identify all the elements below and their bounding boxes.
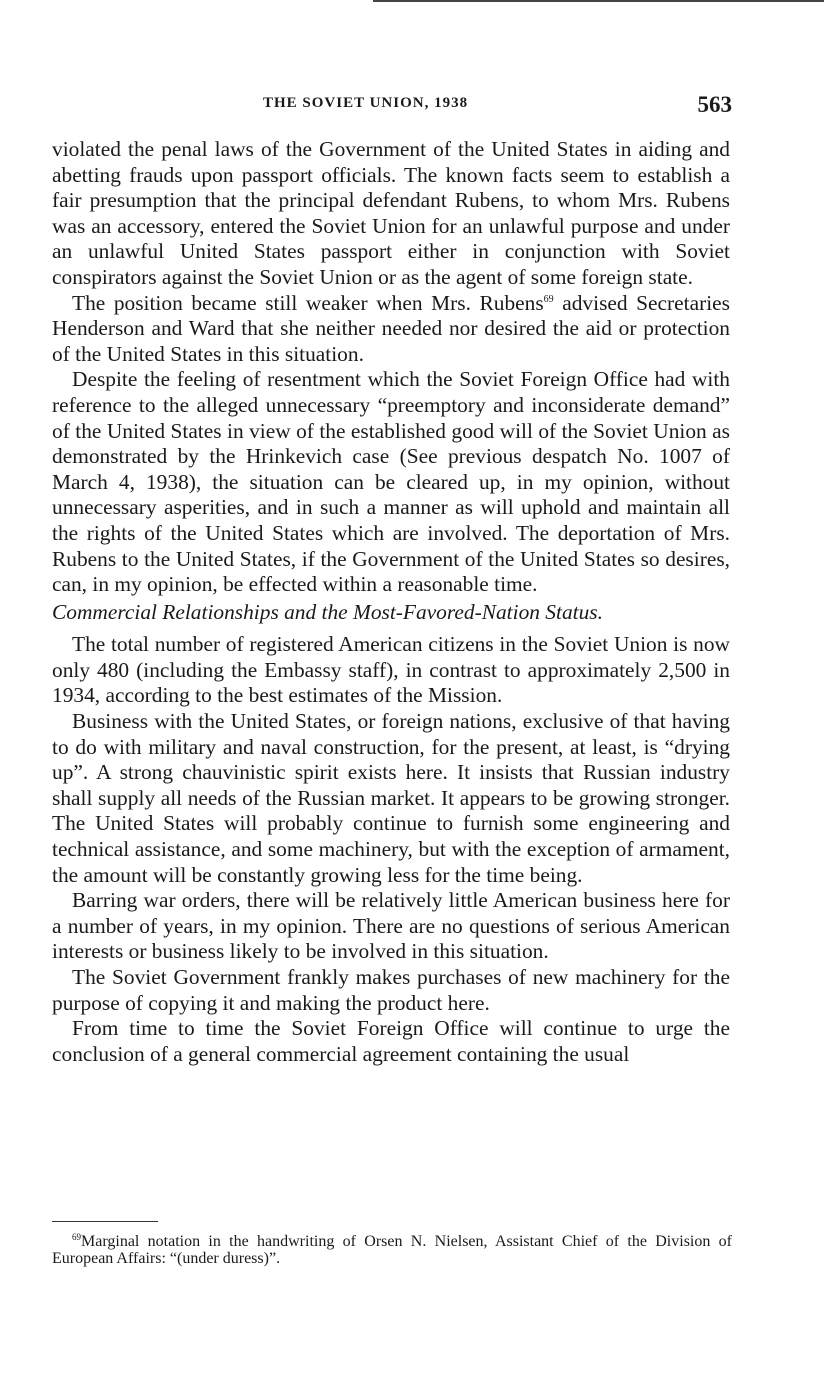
body-text (52, 137, 730, 1067)
paragraph-rubens-position (52, 291, 730, 368)
top-edge-rule (373, 0, 824, 2)
paragraph-citizens: The total number of registered American citizens in the Soviet Union is now only 480 (including the Embassy staff), in contrast to approximately 2,500 in 1934, according to the best estimates of the Mission. (52, 632, 730, 708)
footnote-marker: 69 (72, 1232, 81, 1242)
paragraph-machinery: The Soviet Government frankly makes purchases of new machinery for the purpose of copying it and making the product here. (52, 965, 730, 1015)
footnote (52, 1233, 732, 1267)
footnote-rule (52, 1221, 158, 1222)
paragraph-resentment: Despite the feeling of resentment which the Soviet Foreign Office had with reference to the alleged unnecessary “preemptory and inconsiderate demand” of the United States in view of the established good will of the Soviet Union as demonstrated by the Hrinkevich case (See previous despatch No. 1007 of March 4, 1938), the situation can be cleared up, in my opinion, without unnecessary asperities, and in such a manner as will uphold and maintain all the rights of the United States which are involved. The deportation of Mrs. Rubens to the United States, if the Government of the United States so desires, can, in my opinion, be effected within a reasonable time. (52, 367, 730, 597)
paragraph-commercial-agreement: From time to time the Soviet Foreign Office will continue to urge the conclusion of a general commercial agreement containing the usual (52, 1016, 730, 1066)
paragraph-continued: violated the penal laws of the Government of the United States in aiding and abetting frauds upon passport officials. The known facts seem to establish a fair presumption that the principal defendant Rubens, to whom Mrs. Rubens was an accessory, entered the Soviet Union for an unlawful purpose and under an unlawful United States passport either in conjunction with Soviet conspirators against the Soviet Union or as the agent of some foreign state. (52, 137, 730, 289)
footnote-text: Marginal notation in the handwriting of Orsen N. Nielsen, Assistant Chief of the Division of European Affairs: “(under duress)”. (52, 1233, 732, 1267)
page-header (52, 92, 732, 122)
paragraph-text-after-note: advised Secretaries Henderson and Ward that she neither needed nor desired the aid or protection of the United States in this situation. (52, 290, 730, 366)
paragraph-business: Business with the United States, or foreign nations, exclusive of that having to do with military and naval construction, for the present, at least, is “drying up”. A strong chauvinistic spirit exists here. It insists that Russian industry shall supply all needs of the Russian market. It appears to be growing stronger. The United States will probably continue to furnish some engineering and technical assistance, and some machinery, but with the exception of armament, the amount will be constantly growing less for the time being. (52, 709, 730, 887)
footnote-reference: 69 (543, 293, 554, 305)
paragraph-text-before-note: The position became still weaker when Mrs. Rubens (72, 290, 544, 315)
paragraph-war-orders: Barring war orders, there will be relatively little American business here for a number of years, in my opinion. There are no questions of serious American interests or business likely to be involved in this situation. (52, 888, 730, 964)
running-head: THE SOVIET UNION, 1938 (263, 95, 469, 111)
page-number: 563 (697, 92, 732, 117)
section-heading: Commercial Relationships and the Most-Favored-Nation Status. (52, 599, 603, 624)
